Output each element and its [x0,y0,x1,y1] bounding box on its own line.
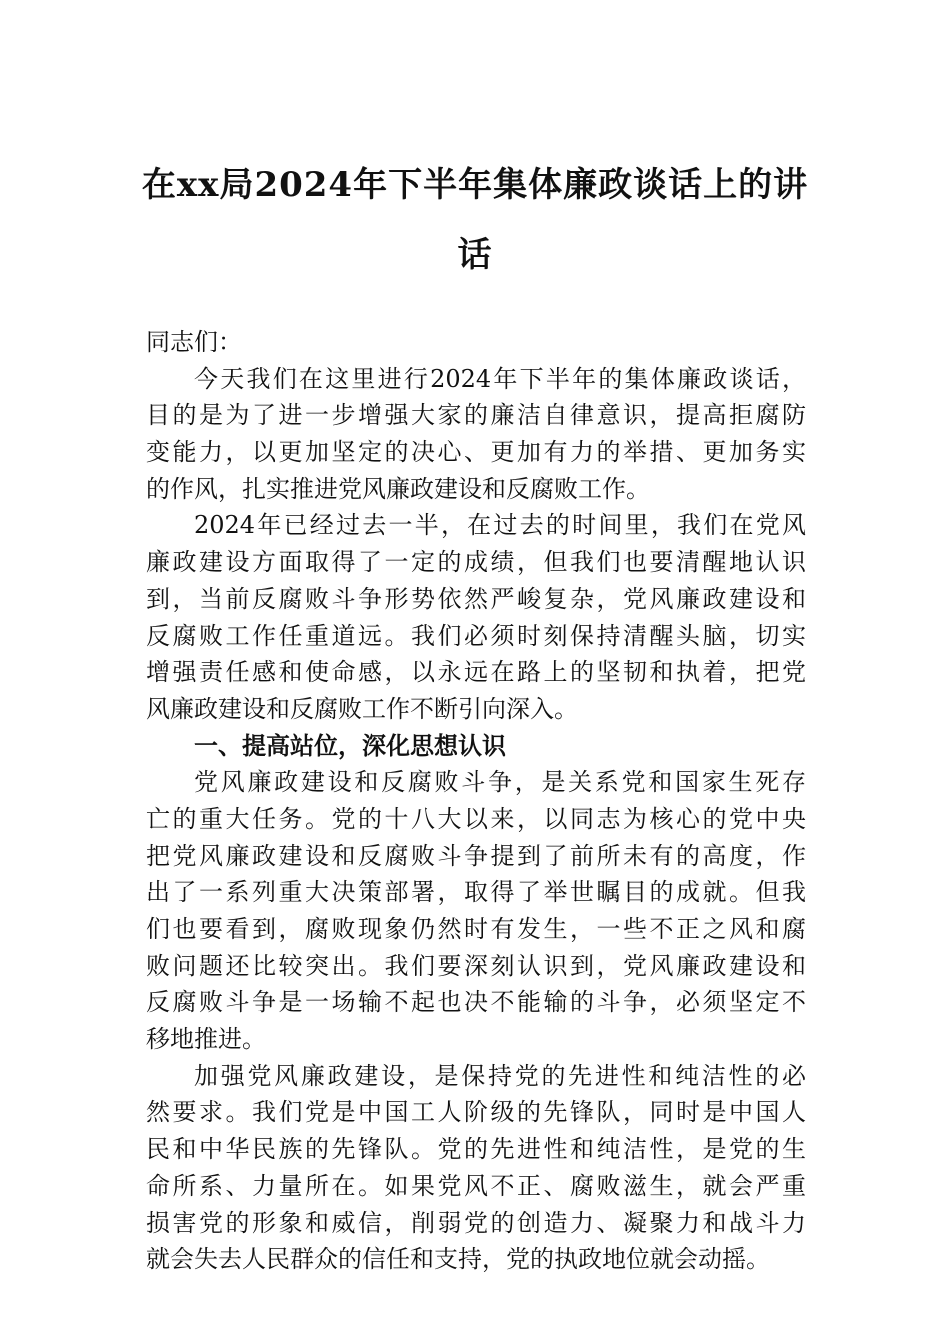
paragraph-line: 廉政建设方面取得了一定的成绩，但我们也要清醒地认识 [146,548,806,577]
paragraph-line: 变能力，以更加坚定的决心、更加有力的举措、更加务实 [146,438,806,467]
paragraph-line: 今天我们在这里进行2024年下半年的集体廉政谈话， [194,364,806,393]
document-title [140,150,810,290]
paragraph-line: 目的是为了进一步增强大家的廉洁自律意识，提高拒腐防 [146,401,806,430]
paragraph-line: 出了一系列重大决策部署，取得了举世瞩目的成就。但我 [146,878,806,907]
paragraph-line: 2024年已经过去一半，在过去的时间里，我们在党风 [194,511,806,540]
paragraph [146,764,806,1058]
paragraph-line: 亡的重大任务。党的十八大以来，以同志为核心的党中央 [146,804,806,833]
salutation: 同志们： [146,328,242,356]
paragraph-line: 就会失去人民群众的信任和支持，党的执政地位就会动摇。 [146,1245,770,1274]
paragraph-line: 反腐败工作任重道远。我们必须时刻保持清醒头脑，切实 [146,621,806,650]
paragraph [146,507,806,727]
paragraph-line: 们也要看到，腐败现象仍然时有发生，一些不正之风和腐 [146,915,806,943]
paragraph-line: 反腐败斗争是一场输不起也决不能输的斗争，必须坚定不 [146,988,806,1017]
paragraph [146,1058,806,1278]
paragraph-line: 损害党的形象和威信，削弱党的创造力、凝聚力和战斗力 [146,1208,806,1237]
paragraph-line: 党风廉政建设和反腐败斗争，是关系党和国家生死存 [194,768,806,797]
document-body [146,324,806,1278]
paragraph-line: 民和中华民族的先锋队。党的先进性和纯洁性，是党的生 [146,1135,806,1164]
title-line: 在xx局2024年下半年集体廉政谈话上的讲 [141,165,809,205]
title-line: 话 [457,235,493,275]
paragraph-line: 到，当前反腐败斗争形势依然严峻复杂，党风廉政建设和 [146,584,806,613]
paragraph-line: 风廉政建设和反腐败工作不断引向深入。 [146,694,578,723]
paragraph-line: 移地推进。 [146,1025,266,1054]
paragraph-line: 然要求。我们党是中国工人阶级的先锋队，同时是中国人 [146,1098,806,1127]
paragraph [146,361,806,508]
paragraph-line: 加强党风廉政建设，是保持党的先进性和纯洁性的必 [194,1061,806,1090]
paragraph-line: 把党风廉政建设和反腐败斗争提到了前所未有的高度，作 [146,841,806,870]
paragraph-line: 增强责任感和使命感，以永远在路上的坚韧和执着，把党 [146,658,806,687]
paragraph-line: 败问题还比较突出。我们要深刻认识到，党风廉政建设和 [146,951,806,980]
paragraph-line: 命所系、力量所在。如果党风不正、腐败滋生，就会严重 [146,1171,806,1200]
paragraph-line: 的作风，扎实推进党风廉政建设和反腐败工作。 [146,474,650,503]
section-heading: 一、提高站位，深化思想认识 [194,731,506,760]
